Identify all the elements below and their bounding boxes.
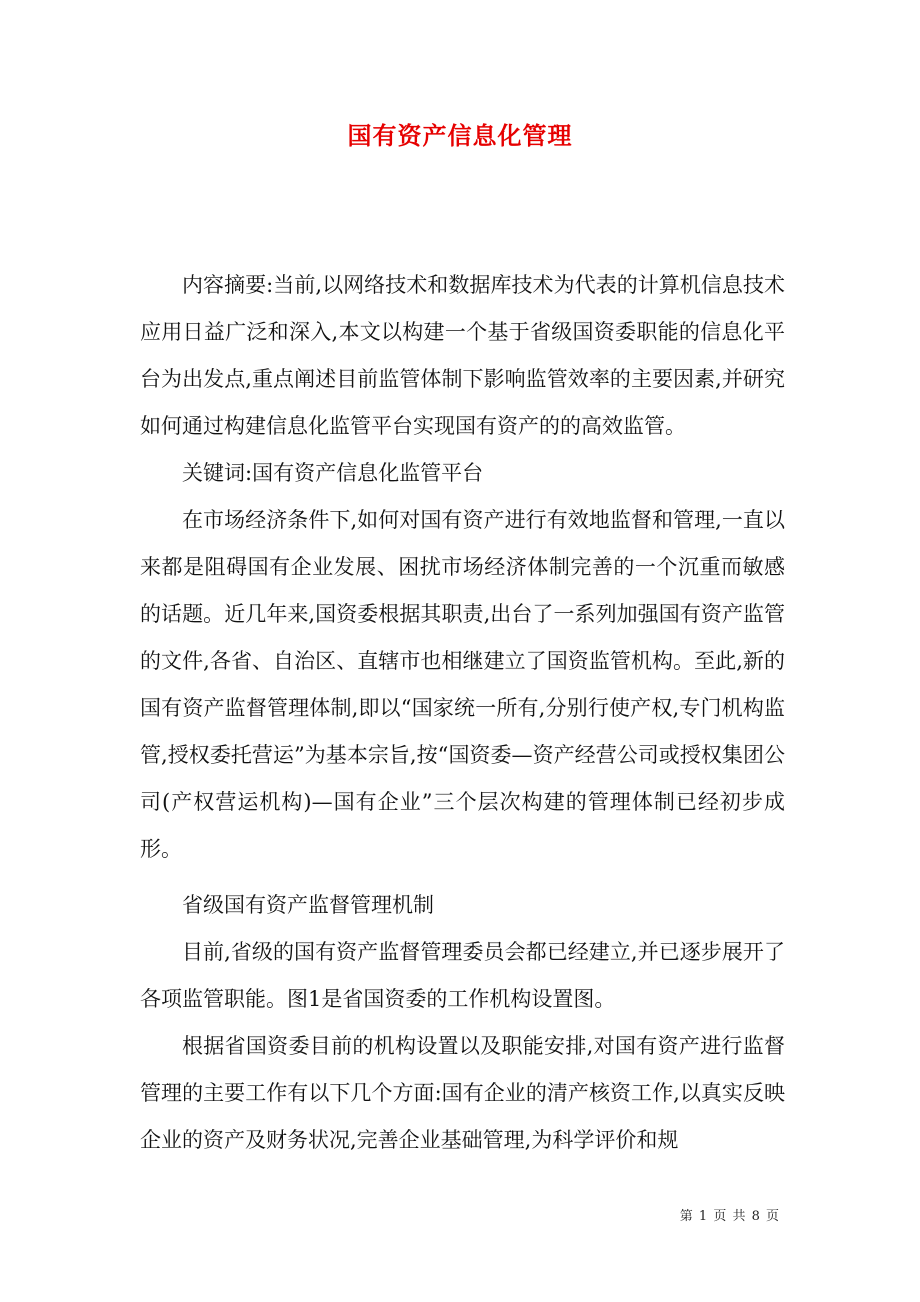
document-title: 国有资产信息化管理 xyxy=(347,121,573,150)
body-paragraph-3: 根据省国资委目前的机构设置以及职能安排,对国有资产进行监督管理的主要工作有以下几个方面:国有企业的清产核资工作,以真实反映企业的资产及财务状况,完善企业基础管理,为科学评价和规 xyxy=(140,1034,785,1152)
body-paragraph-2: 目前,省级的国有资产监督管理委员会都已经建立,并已逐步展开了各项监管职能。图1是省国资委的工作机构设置图。 xyxy=(140,940,785,1011)
page-number: 第 1 页 共 8 页 xyxy=(679,1209,780,1224)
keywords-paragraph: 关键词:国有资产信息化监管平台 xyxy=(182,461,484,485)
section-heading: 省级国有资产监督管理机制 xyxy=(182,893,434,917)
abstract-paragraph: 内容摘要:当前,以网络技术和数据库技术为代表的计算机信息技术应用日益广泛和深入,本文以构建一个基于省级国资委职能的信息化平台为出发点,重点阐述目前监管体制下影响监管效率的主要因素,并研究如何通过构建信息化监管平台实现国有资产的的高效监管。 xyxy=(140,273,785,438)
body-paragraph-1: 在市场经济条件下,如何对国有资产进行有效地监督和管理,一直以来都是阻碍国有企业发展、困扰市场经济体制完善的一个沉重而敏感的话题。近几年来,国资委根据其职责,出台了一系列加强国有资产监管的文件,各省、自治区、直辖市也相继建立了国资监管机构。至此,新的国有资产监督管理体制,即以“国家统一所有,分别行使产权,专门机构监管,授权委托营运”为基本宗旨,按“国资委—资产经营公司或授权集团公司(产权营运机构)—国有企业”三个层次构建的管理体制已经初步成形。 xyxy=(140,508,785,861)
